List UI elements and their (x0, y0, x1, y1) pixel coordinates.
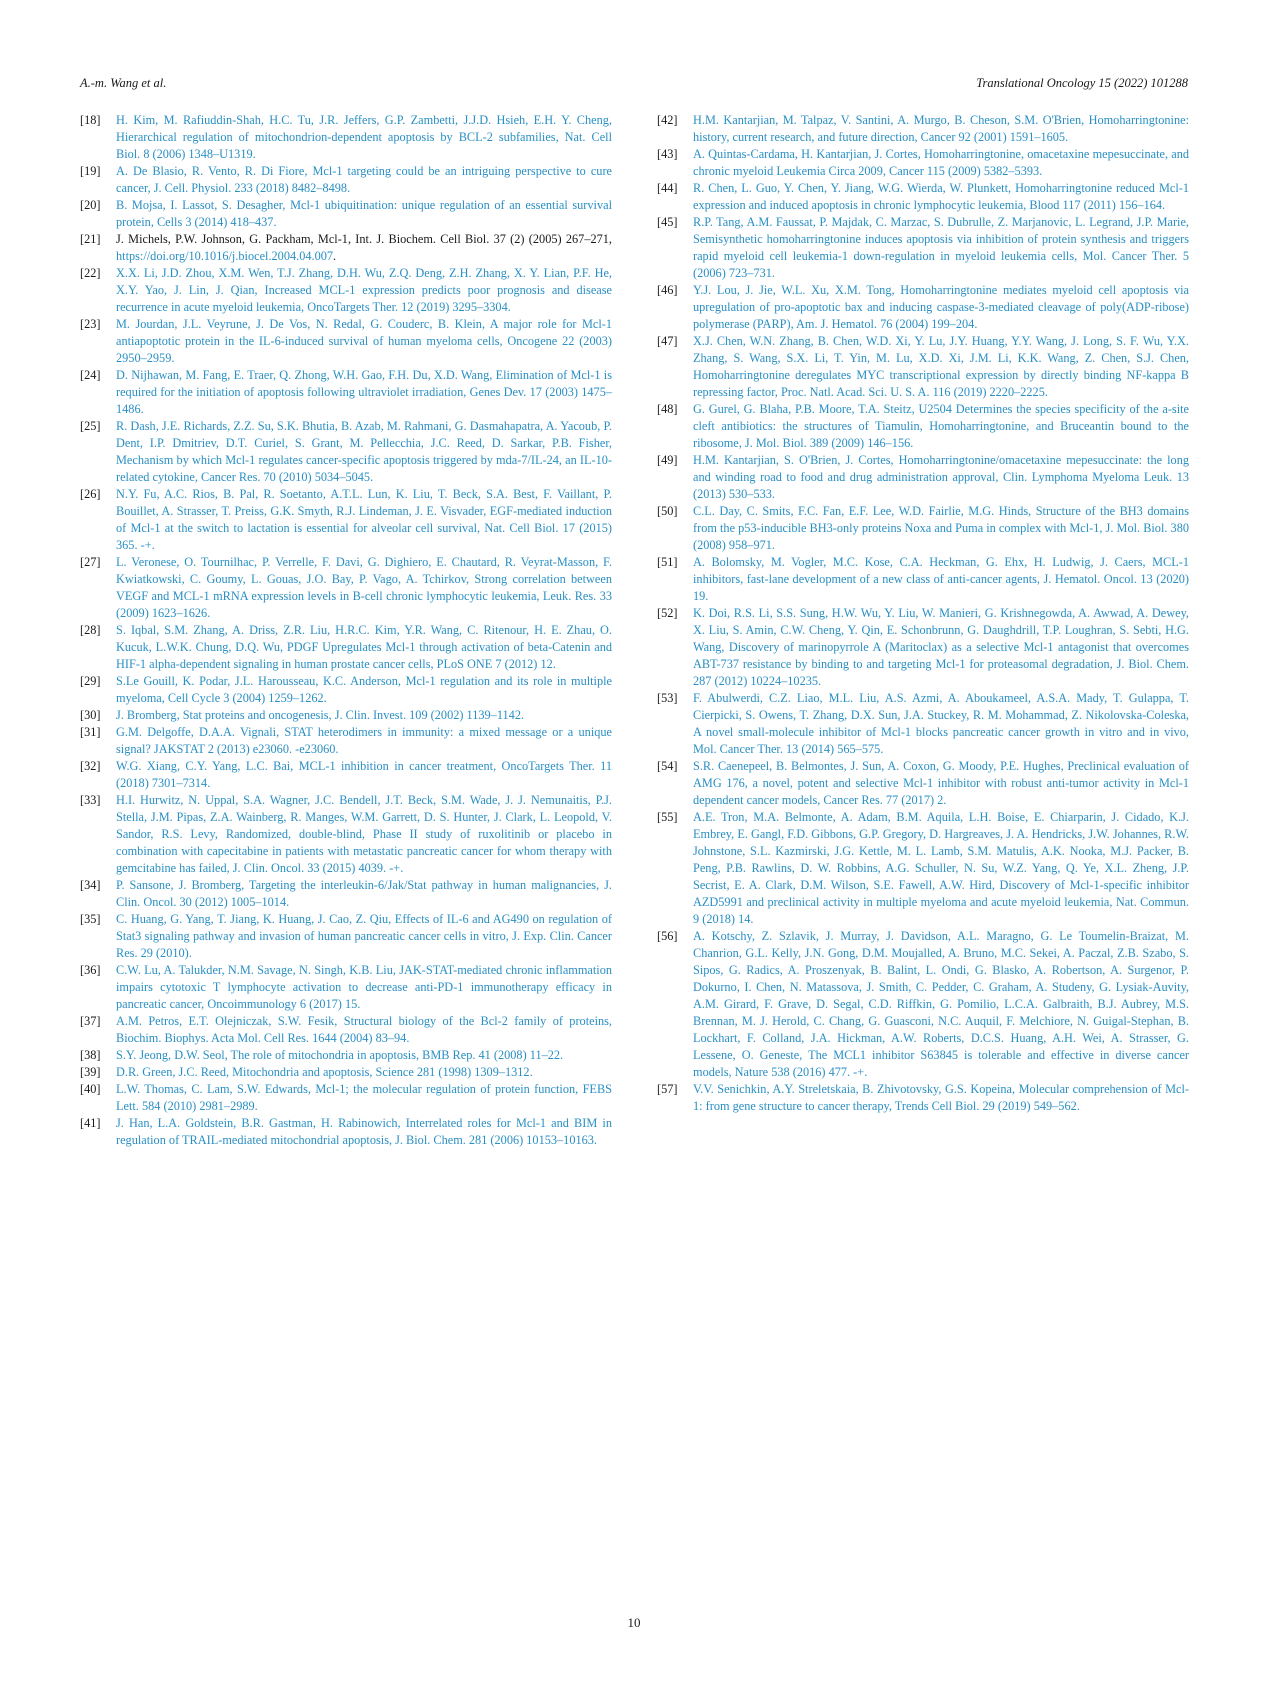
reference-item[interactable] (657, 605, 1189, 690)
reference-number: [56] (657, 929, 678, 943)
reference-text[interactable]: D. Nijhawan, M. Fang, E. Traer, Q. Zhong, W.H. Gao, F.H. Du, X.D. Wang, Elimination of Mcl-1 is required for the initiation of apoptosis following ultraviolet irradiation, Genes Dev. 17 (2003) 1475–1486. (116, 368, 612, 416)
reference-item[interactable] (657, 452, 1189, 503)
reference-text[interactable]: J. Han, L.A. Goldstein, B.R. Gastman, H. Rabinowich, Interrelated roles for Mcl-1 and BIM in regulation of TRAIL-mediated mitochondrial apoptosis, J. Biol. Chem. 281 (2006) 10153–10163. (116, 1116, 612, 1147)
reference-text[interactable]: H.I. Hurwitz, N. Uppal, S.A. Wagner, J.C. Bendell, J.T. Beck, S.M. Wade, J. J. Nemunaitis, P.J. Stella, J.M. Pipas, Z.A. Wainberg, R. Manges, W.M. Garrett, D. S. Hunter, J. Clark, L. Leopold, V. Sandor, R.S. Levy, Randomized, double-blind, Phase II study of ruxolitinib or placebo in combination with capecitabine in patients with metastatic pancreatic cancer for whom therapy with gemcitabine has failed, J. Clin. Oncol. 33 (2015) 4039. -+. (116, 793, 612, 875)
reference-text[interactable]: S.Y. Jeong, D.W. Seol, The role of mitochondria in apoptosis, BMB Rep. 41 (2008) 11–22. (116, 1048, 564, 1062)
reference-item[interactable] (80, 622, 612, 673)
reference-number: [43] (657, 147, 678, 161)
reference-number: [54] (657, 759, 678, 773)
reference-tail: . (333, 249, 337, 263)
reference-text[interactable]: X.X. Li, J.D. Zhou, X.M. Wen, T.J. Zhang, D.H. Wu, Z.Q. Deng, Z.H. Zhang, X. Y. Lian, P.F. He, X.Y. Yao, J. Lin, J. Qian, Increased MCL-1 expression predicts poor prognosis and disease recurrence in acute myeloid leukemia, OncoTargets Ther. 12 (2019) 3295–3304. (116, 266, 612, 314)
reference-number: [50] (657, 504, 678, 518)
reference-text[interactable]: A.E. Tron, M.A. Belmonte, A. Adam, B.M. Aquila, L.H. Boise, E. Chiarparin, J. Cidado, K.J. Embrey, E. Gangl, F.D. Gibbons, G.P. Gregory, D. Hargreaves, J. A. Hendricks, J.W. Johannes, R.W. Johnstone, S.L. Kazmirski, J.G. Kettle, M. L. Lamb, S.M. Matulis, A.K. Nooka, M.J. Packer, B. Peng, P.B. Rawlins, D. W. Robbins, A.G. Schuller, N. Su, W.Z. Yang, Q. Ye, X.L. Zheng, J.P. Secrist, E. A. Clark, D.M. Wilson, S.E. Fawell, A.W. Hird, Discovery of Mcl-1-specific inhibitor AZD5991 and preclinical activity in multiple myeloma and acute myeloid leukemia, Nat. Commun. 9 (2018) 14. (693, 810, 1189, 926)
reference-text[interactable]: H.M. Kantarjian, M. Talpaz, V. Santini, A. Murgo, B. Cheson, S.M. O'Brien, Homoharringtonine: history, current research, and future direction, Cancer 92 (2001) 1591–1605. (693, 113, 1189, 144)
reference-number: [42] (657, 113, 678, 127)
reference-item[interactable] (657, 112, 1189, 146)
reference-text[interactable]: C. Huang, G. Yang, T. Jiang, K. Huang, J. Cao, Z. Qiu, Effects of IL-6 and AG490 on regulation of Stat3 signaling pathway and invasion of human pancreatic cancer cells in vitro, J. Exp. Clin. Cancer Res. 29 (2010). (116, 912, 612, 960)
reference-number: [47] (657, 334, 678, 348)
reference-number: [35] (80, 912, 101, 926)
reference-text[interactable]: H.M. Kantarjian, S. O'Brien, J. Cortes, Homoharringtonine/omacetaxine mepesuccinate: the long and winding road to food and drug administration approval, Clin. Lymphoma Myeloma Leuk. 13 (2013) 530–533. (693, 453, 1189, 501)
reference-item[interactable] (657, 282, 1189, 333)
reference-item[interactable] (80, 163, 612, 197)
reference-item[interactable] (80, 673, 612, 707)
reference-text[interactable]: X.J. Chen, W.N. Zhang, B. Chen, W.D. Xi, Y. Lu, J.Y. Huang, Y.Y. Wang, J. Long, S. F. Wu, Y.X. Zhang, S. Wang, S.X. Li, T. Yin, M. Lu, X.D. Xi, J.M. Li, K.K. Wang, Z. Chen, S.J. Chen, Homoharringtonine deregulates MYC transcriptional expression by directly binding NF-kappa B repressing factor, Proc. Natl. Acad. Sci. U. S. A. 116 (2019) 2220–2225. (693, 334, 1189, 399)
reference-item[interactable] (80, 707, 612, 724)
reference-text[interactable]: A. Quintas-Cardama, H. Kantarjian, J. Cortes, Homoharringtonine, omacetaxine mepesuccinate, and chronic myeloid Leukemia Circa 2009, Cancer 115 (2009) 5382–5393. (693, 147, 1189, 178)
reference-number: [53] (657, 691, 678, 705)
reference-item[interactable] (80, 265, 612, 316)
reference-number: [30] (80, 708, 101, 722)
reference-text[interactable]: H. Kim, M. Rafiuddin-Shah, H.C. Tu, J.R. Jeffers, G.P. Zambetti, J.J.D. Hsieh, E.H. Y. Cheng, Hierarchical regulation of mitochondrion-dependent apoptosis by BCL-2 subfamilies, Nat. Cell Biol. 8 (2006) 1348–U1319. (116, 113, 612, 161)
reference-number: [24] (80, 368, 101, 382)
reference-item[interactable] (80, 962, 612, 1013)
page-number: 10 (627, 1615, 641, 1630)
reference-number: [19] (80, 164, 101, 178)
reference-text[interactable]: A.M. Petros, E.T. Olejniczak, S.W. Fesik, Structural biology of the Bcl-2 family of proteins, Biochim. Biophys. Acta Mol. Cell Res. 1644 (2004) 83–94. (116, 1014, 612, 1045)
reference-item[interactable] (657, 1081, 1189, 1115)
references-right-column (657, 112, 1189, 1115)
reference-number: [22] (80, 266, 101, 280)
reference-item[interactable] (80, 367, 612, 418)
reference-text[interactable]: C.W. Lu, A. Talukder, N.M. Savage, N. Singh, K.B. Liu, JAK-STAT-mediated chronic inflammation impairs cytotoxic T lymphocyte activation to decrease anti-PD-1 immunotherapy efficacy in pancreatic cancer, Oncoimmunology 6 (2017) 15. (116, 963, 612, 1011)
reference-number: [39] (80, 1065, 101, 1079)
running-header-journal: Translational Oncology 15 (2022) 101288 (976, 76, 1188, 90)
reference-item[interactable] (80, 1081, 612, 1115)
reference-number: [51] (657, 555, 678, 569)
reference-item[interactable] (657, 146, 1189, 180)
reference-number: [55] (657, 810, 678, 824)
reference-item[interactable] (657, 554, 1189, 605)
reference-item[interactable] (80, 1064, 612, 1081)
reference-text[interactable]: A. Kotschy, Z. Szlavik, J. Murray, J. Davidson, A.L. Maragno, G. Le Toumelin-Braizat, M. Chanrion, G.L. Kelly, J.N. Gong, D.M. Moujalled, A. Bruno, M.C. Sekei, A. Paczal, Z.B. Szabo, S. Sipos, G. Radics, A. Proszenyak, B. Balint, L. Ondi, G. Blasko, A. Robertson, A. Surgenor, P. Dokurno, I. Chen, N. Matassova, J. Smith, C. Pedder, C. Graham, A. Studeny, G. Lysiak-Auvity, A.M. Girard, F. Grave, D. Segal, C.D. Riffkin, G. Pomilio, L.C.A. Galbraith, B.J. Aubrey, M.S. Brennan, M. J. Herold, C. Chang, G. Guasconi, N.C. Auquil, F. Melchiore, N. Guigal-Stephan, B. Lockhart, F. Colland, J.A. Hickman, A.W. Roberts, D.C.S. Huang, A.H. Wei, A. Strasser, G. Lessene, O. Geneste, The MCL1 inhibitor S63845 is tolerable and effective in diverse cancer models, Nature 538 (2016) 477. -+. (693, 929, 1189, 1079)
reference-item[interactable] (657, 690, 1189, 758)
reference-text[interactable]: D.R. Green, J.C. Reed, Mitochondria and apoptosis, Science 281 (1998) 1309–1312. (116, 1065, 533, 1079)
reference-item[interactable] (657, 180, 1189, 214)
reference-text[interactable]: S.R. Caenepeel, B. Belmontes, J. Sun, A. Coxon, G. Moody, P.E. Hughes, Preclinical evaluation of AMG 176, a novel, potent and selective Mcl-1 inhibitor with robust anti-tumor activity in Mcl-1 dependent cancer models, Cancer Res. 77 (2017) 2. (693, 759, 1189, 807)
reference-item[interactable] (80, 316, 612, 367)
reference-number: [28] (80, 623, 101, 637)
reference-item[interactable] (80, 197, 612, 231)
reference-text[interactable]: C.L. Day, C. Smits, F.C. Fan, E.F. Lee, W.D. Fairlie, M.G. Hinds, Structure of the BH3 domains from the p53-inducible BH3-only proteins Noxa and Puma in complex with Mcl-1, J. Mol. Biol. 380 (2008) 958–971. (693, 504, 1189, 552)
reference-item[interactable] (80, 724, 612, 758)
reference-item[interactable] (80, 486, 612, 554)
reference-item[interactable] (657, 809, 1189, 928)
running-header-authors: A.-m. Wang et al. (80, 76, 167, 90)
reference-citation: J. Michels, P.W. Johnson, G. Packham, Mcl-1, Int. J. Biochem. Cell Biol. 37 (2) (2005) 267–271, (116, 232, 612, 246)
reference-text[interactable]: Y.J. Lou, J. Jie, W.L. Xu, X.M. Tong, Homoharringtonine mediates myeloid cell apoptosis via upregulation of pro-apoptotic bax and inducing caspase-3-mediated cleavage of poly(ADP-ribose) polymerase (PARP), Am. J. Hematol. 76 (2004) 199–204. (693, 283, 1189, 331)
reference-text[interactable]: N.Y. Fu, A.C. Rios, B. Pal, R. Soetanto, A.T.L. Lun, K. Liu, T. Beck, S.A. Best, F. Vaillant, P. Bouillet, A. Strasser, T. Preiss, G.K. Smyth, R.J. Lindeman, J. E. Visvader, EGF-mediated induction of Mcl-1 at the switch to lactation is essential for alveolar cell survival, Nat. Cell Biol. 17 (2015) 365. -+. (116, 487, 612, 552)
reference-text[interactable]: J. Bromberg, Stat proteins and oncogenesis, J. Clin. Invest. 109 (2002) 1139–1142. (116, 708, 525, 722)
reference-item[interactable] (80, 112, 612, 163)
reference-item[interactable] (80, 911, 612, 962)
reference-text[interactable]: K. Doi, R.S. Li, S.S. Sung, H.W. Wu, Y. Liu, W. Manieri, G. Krishnegowda, A. Awwad, A. Dewey, X. Liu, S. Amin, C.W. Cheng, Y. Qin, E. Schonbrunn, G. Daughdrill, T.P. Loughran, S. Sebti, H.G. Wang, Discovery of marinopyrrole A (Maritoclax) as a selective Mcl-1 antagonist that overcomes ABT-737 resistance by binding to and targeting Mcl-1 for proteasomal degradation, J. Biol. Chem. 287 (2012) 10224–10235. (693, 606, 1189, 688)
reference-number: [18] (80, 113, 101, 127)
reference-text[interactable]: M. Jourdan, J.L. Veyrune, J. De Vos, N. Redal, G. Couderc, B. Klein, A major role for Mcl-1 antiapoptotic protein in the IL-6-induced survival of human myeloma cells, Oncogene 22 (2003) 2950–2959. (116, 317, 612, 365)
reference-number: [36] (80, 963, 101, 977)
reference-number: [49] (657, 453, 678, 467)
doi-link[interactable]: https://doi.org/10.1016/j.biocel.2004.04.007 (116, 249, 334, 263)
reference-number: [37] (80, 1014, 101, 1028)
reference-item[interactable] (80, 418, 612, 486)
reference-number: [48] (657, 402, 678, 416)
reference-number: [38] (80, 1048, 101, 1062)
reference-number: [31] (80, 725, 101, 739)
reference-item[interactable] (80, 554, 612, 622)
reference-text[interactable]: F. Abulwerdi, C.Z. Liao, M.L. Liu, A.S. Azmi, A. Aboukameel, A.S.A. Mady, T. Gulappa, T. Cierpicki, S. Owens, T. Zhang, D.X. Sun, J.A. Stuckey, R. M. Mohammad, Z. Nikolovska-Coleska, A novel small-molecule inhibitor of Mcl-1 blocks pancreatic cancer growth in vitro and in vivo, Mol. Cancer Ther. 13 (2014) 565–575. (693, 691, 1189, 756)
reference-text[interactable]: S.Le Gouill, K. Podar, J.L. Harousseau, K.C. Anderson, Mcl-1 regulation and its role in multiple myeloma, Cell Cycle 3 (2004) 1259–1262. (116, 674, 612, 705)
reference-number: [45] (657, 215, 678, 229)
reference-number: [40] (80, 1082, 101, 1096)
reference-number: [27] (80, 555, 101, 569)
reference-number: [41] (80, 1116, 101, 1130)
reference-text[interactable]: P. Sansone, J. Bromberg, Targeting the interleukin-6/Jak/Stat pathway in human malignancies, J. Clin. Oncol. 30 (2012) 1005–1014. (116, 878, 612, 909)
reference-text[interactable]: R. Chen, L. Guo, Y. Chen, Y. Jiang, W.G. Wierda, W. Plunkett, Homoharringtonine reduced Mcl-1 expression and induced apoptosis in chronic lymphocytic leukemia, Blood 117 (2011) 156–164. (693, 181, 1189, 212)
reference-number: [29] (80, 674, 101, 688)
reference-text[interactable] (116, 231, 612, 265)
reference-number: [44] (657, 181, 678, 195)
reference-item[interactable] (657, 401, 1189, 452)
references-left-column (80, 112, 612, 1149)
reference-text[interactable]: B. Mojsa, I. Lassot, S. Desagher, Mcl-1 ubiquitination: unique regulation of an essential survival protein, Cells 3 (2014) 418–437. (116, 198, 612, 229)
reference-number: [34] (80, 878, 101, 892)
reference-item[interactable] (80, 1013, 612, 1047)
reference-item[interactable] (657, 333, 1189, 401)
reference-text[interactable]: S. Iqbal, S.M. Zhang, A. Driss, Z.R. Liu, H.R.C. Kim, Y.R. Wang, C. Ritenour, H. E. Zhau, O. Kucuk, L.W.K. Chung, D.Q. Wu, PDGF Upregulates Mcl-1 through activation of beta-Catenin and HIF-1 alpha-dependent signaling in human prostate cancer cells, PLoS ONE 7 (2012) 12. (116, 623, 612, 671)
reference-item[interactable] (80, 758, 612, 792)
reference-item[interactable] (657, 758, 1189, 809)
reference-number: [26] (80, 487, 101, 501)
reference-item[interactable] (80, 1047, 612, 1064)
reference-text[interactable]: A. De Blasio, R. Vento, R. Di Fiore, Mcl-1 targeting could be an intriguing perspective to cure cancer, J. Cell. Physiol. 233 (2018) 8482–8498. (116, 164, 612, 195)
reference-item[interactable] (657, 928, 1189, 1081)
reference-text[interactable]: L. Veronese, O. Tournilhac, P. Verrelle, F. Davi, G. Dighiero, E. Chautard, R. Veyrat-Masson, F. Kwiatkowski, C. Goumy, L. Gouas, J.O. Bay, P. Vago, A. Tchirkov, Strong correlation between VEGF and MCL-1 mRNA expression levels in B-cell chronic lymphocytic leukemia, Leuk. Res. 33 (2009) 1623–1626. (116, 555, 612, 620)
reference-number: [32] (80, 759, 101, 773)
reference-item[interactable] (657, 214, 1189, 282)
reference-number: [21] (80, 232, 101, 246)
reference-number: [25] (80, 419, 101, 433)
reference-text[interactable]: W.G. Xiang, C.Y. Yang, L.C. Bai, MCL-1 inhibition in cancer treatment, OncoTargets Ther. 11 (2018) 7301–7314. (116, 759, 612, 790)
reference-number: [52] (657, 606, 678, 620)
reference-item[interactable] (80, 231, 612, 265)
reference-item[interactable] (80, 877, 612, 911)
reference-number: [46] (657, 283, 678, 297)
reference-number: [57] (657, 1082, 678, 1096)
reference-item[interactable] (80, 792, 612, 877)
reference-item[interactable] (657, 503, 1189, 554)
reference-text[interactable]: A. Bolomsky, M. Vogler, M.C. Kose, C.A. Heckman, G. Ehx, H. Ludwig, J. Caers, MCL-1 inhibitors, fast-lane development of a new class of anti-cancer agents, J. Hematol. Oncol. 13 (2020) 19. (693, 555, 1189, 603)
reference-item[interactable] (80, 1115, 612, 1149)
reference-text[interactable]: R.P. Tang, A.M. Faussat, P. Majdak, C. Marzac, S. Dubrulle, Z. Marjanovic, L. Legrand, J.P. Marie, Semisynthetic homoharringtonine induces apoptosis via inhibition of protein synthesis and triggers rapid myeloid cell leukemia-1 down-regulation in myeloid leukemia cells, Mol. Cancer Ther. 5 (2006) 723–731. (693, 215, 1189, 280)
reference-number: [23] (80, 317, 101, 331)
reference-text[interactable]: V.V. Senichkin, A.Y. Streletskaia, B. Zhivotovsky, G.S. Kopeina, Molecular comprehension of Mcl-1: from gene structure to cancer therapy, Trends Cell Biol. 29 (2019) 549–562. (693, 1082, 1189, 1113)
reference-number: [33] (80, 793, 101, 807)
reference-number: [20] (80, 198, 101, 212)
reference-text[interactable]: G. Gurel, G. Blaha, P.B. Moore, T.A. Steitz, U2504 Determines the species specificity of the a-site cleft antibiotics: the structures of Tiamulin, Homoharringtonine, and Bruceantin bound to the ribosome, J. Mol. Biol. 389 (2009) 146–156. (693, 402, 1189, 450)
reference-text[interactable]: L.W. Thomas, C. Lam, S.W. Edwards, Mcl-1; the molecular regulation of protein function, FEBS Lett. 584 (2010) 2981–2989. (116, 1082, 612, 1113)
reference-text[interactable]: R. Dash, J.E. Richards, Z.Z. Su, S.K. Bhutia, B. Azab, M. Rahmani, G. Dasmahapatra, A. Yacoub, P. Dent, I.P. Dmitriev, D.T. Curiel, S. Grant, M. Pellecchia, J.C. Reed, D. Sarkar, P.B. Fisher, Mechanism by which Mcl-1 regulates cancer-specific apoptosis triggered by mda-7/IL-24, an IL-10-related cytokine, Cancer Res. 70 (2010) 5034–5045. (116, 419, 612, 484)
reference-text[interactable]: G.M. Delgoffe, D.A.A. Vignali, STAT heterodimers in immunity: a mixed message or a unique signal? JAKSTAT 2 (2013) e23060. -e23060. (116, 725, 612, 756)
